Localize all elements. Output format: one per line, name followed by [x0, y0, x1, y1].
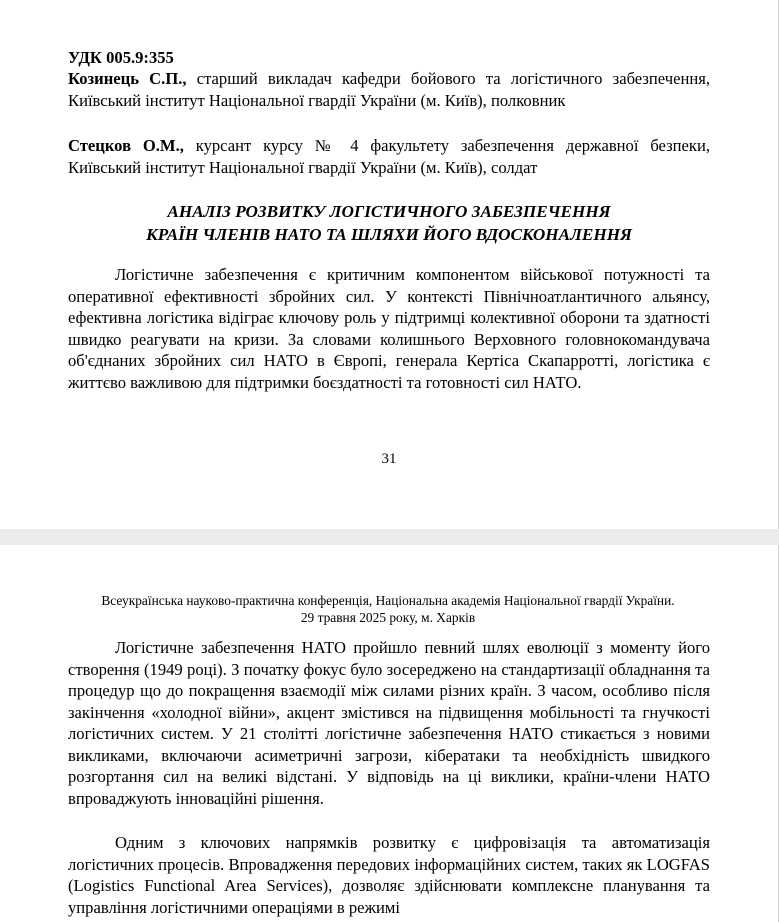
author-1 — [68, 68, 710, 111]
page-number: 31 — [381, 451, 397, 467]
paragraph-2: Логістичне забезпечення НАТО пройшло певний шлях еволюції з моменту його створення (1949 році). З початку фокус було зосереджено на стандартизації обладнання та процедур що до покращення взаємодії між силами різних країн. З часом, особливо після закінчення «холодної війни», акцент змістився на підвищення мобільності та гнучкості логістичних систем. У 21 столітті логістичне забезпечення НАТО стикається з новими викликами, включаючи асиметричні загрози, кібератаки та необхідність швидкого розгортання сил на великі відстані. У відповідь на ці виклики, країни-члени НАТО впроваджують інноваційні рішення. — [68, 638, 710, 808]
author-2-info: курсант курсу № 4 факультету забезпечення державної безпеки, Київський інститут Національної гвардії України (м. Київ), солдат — [68, 136, 711, 177]
author-1-name: Козинець С.П., — [68, 69, 187, 88]
paragraph-1: Логістичне забезпечення є критичним компонентом військової потужності та оперативної ефективності збройних сил. У контексті Північноатлантичного альянсу, ефективна логістика відіграє ключову роль у підтримці колективної оборони та здатності швидко реагувати на кризи. За словами колишнього Верховного головнокомандувача об'єднаних збройних сил НАТО в Європі, генерала Кертіса Скапарротті, логістика є життєво важливою для підтримки боєздатності та готовності сил НАТО. — [68, 265, 710, 392]
conference-header — [40, 593, 736, 626]
conference-header-line-2: 29 травня 2025 року, м. Харків — [300, 609, 476, 625]
article-title-line-2: КРАЇН ЧЛЕНІВ НАТО ТА ШЛЯХИ ЙОГО ВДОСКОНАЛЕННЯ — [146, 225, 632, 244]
article-title — [68, 200, 710, 246]
article-title-line-1: АНАЛІЗ РОЗВИТКУ ЛОГІСТИЧНОГО ЗАБЕЗПЕЧЕННЯ — [167, 202, 611, 221]
author-1-info: старший викладач кафедри бойового та логістичного забезпечення, Київський інститут Національної гвардії України (м. Київ), полковник — [68, 69, 710, 110]
author-2 — [68, 135, 710, 178]
author-2-name: Стецков О.М., — [68, 136, 184, 155]
paragraph-3: Одним з ключових напрямків розвитку є цифровізація та автоматизація логістичних процесів. Впровадження передових інформаційних систем, таких як LOGFAS (Logistics Functional Area Services), дозволяє здійснювати комплексне планування та управління логістичними операціями в режимі — [68, 833, 710, 917]
udk-code: УДК 005.9:355 — [68, 48, 174, 67]
conference-header-line-1: Всеукраїнська науково-практична конференція, Національна академія Національної гвардії України. — [101, 593, 675, 608]
document-page-2 — [0, 545, 779, 922]
